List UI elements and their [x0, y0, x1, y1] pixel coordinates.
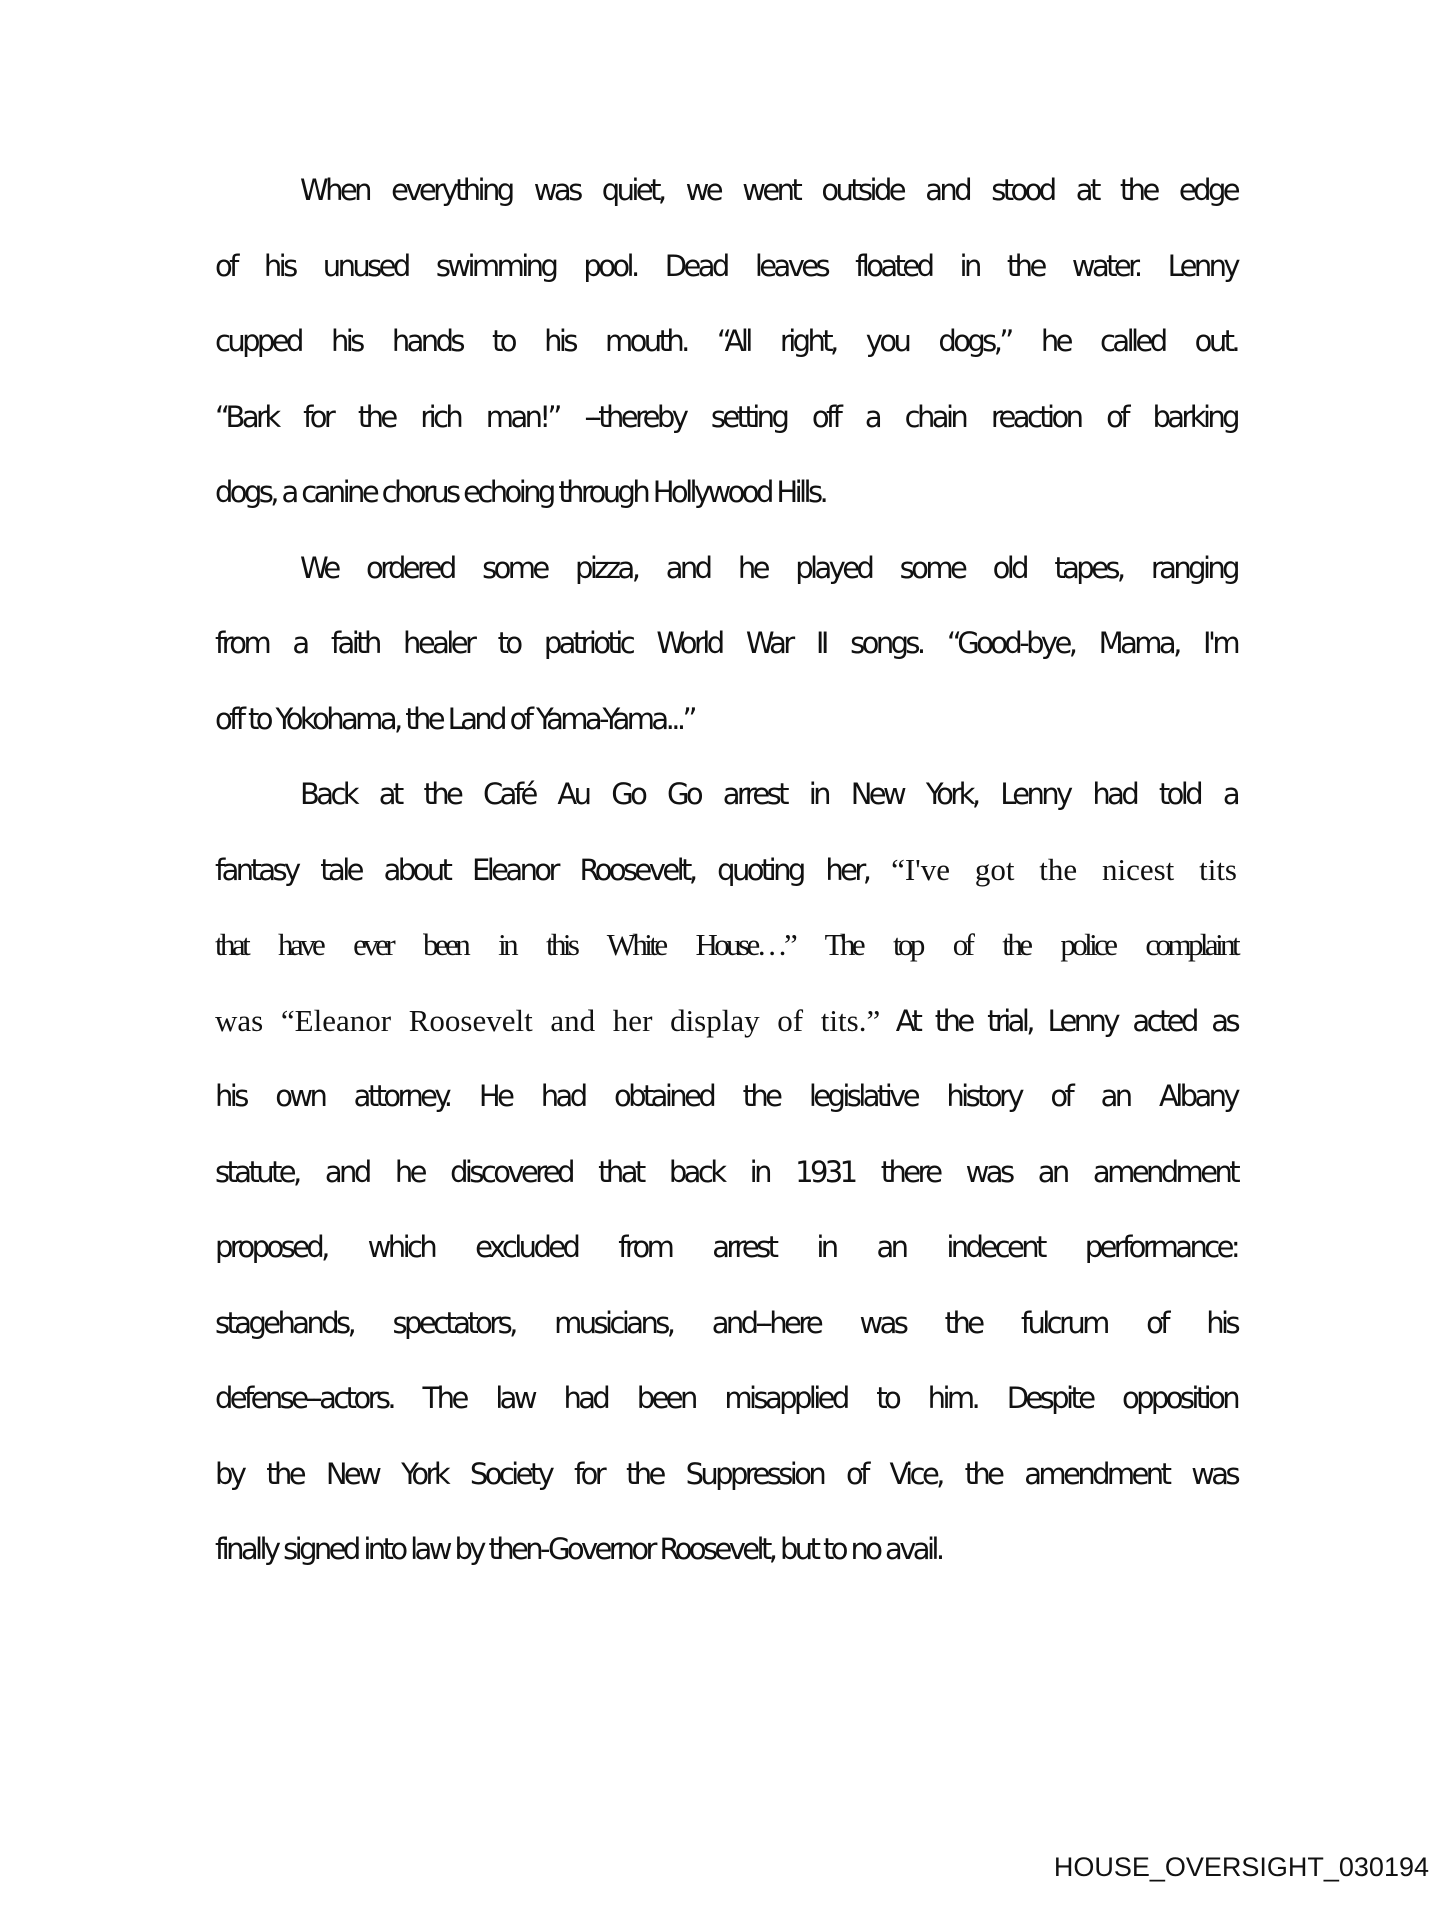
text-line: by the New York Society for the Suppression of Vice, the amendment was — [215, 1456, 1237, 1491]
paragraph — [215, 170, 1237, 548]
text-line: statute, and he discovered that back in 1931 there was an amendment — [215, 1154, 1237, 1189]
text-line: “Bark for the rich man!” --thereby setting off a chain reaction of barking — [215, 399, 1237, 434]
text-run: At the trial, Lenny acted as — [895, 1003, 1237, 1038]
text-line: from a faith healer to patriotic World War II songs. “Good-bye, Mama, I'm — [215, 626, 1237, 660]
text-line — [215, 1001, 1237, 1077]
text-line: When everything was quiet, we went outside and stood at the edge — [300, 173, 1237, 207]
paragraph — [215, 548, 1237, 775]
text-line: defense--actors. The law had been misapplied to him. Despite opposition — [215, 1381, 1237, 1415]
text-line — [215, 850, 1237, 926]
body-text — [215, 170, 1237, 1605]
paragraph — [215, 774, 1237, 1605]
text-line: finally signed into law by then-Governor Roosevelt, but to no avail. — [215, 1532, 942, 1566]
text-run-serif: “I've got the nicest tits — [891, 851, 1237, 887]
text-line: We ordered some pizza, and he played some old tapes, ranging — [300, 550, 1237, 585]
text-line: cupped his hands to his mouth. “All right, you dogs,” he called out. — [215, 324, 1237, 358]
text-line: dogs, a canine chorus echoing through Hollywood Hills. — [215, 475, 826, 509]
text-line: proposed, which excluded from arrest in an indecent performance: — [215, 1230, 1237, 1264]
text-line: Back at the Café Au Go Go arrest in New York, Lenny had told a — [300, 777, 1237, 811]
text-line: that have ever been in this White House…” The top of the police complaint — [215, 927, 1237, 962]
text-run-serif: was “Eleanor Roosevelt and her display of tits.” — [215, 1002, 881, 1038]
text-line: of his unused swimming pool. Dead leaves floated in the water. Lenny — [215, 248, 1237, 283]
text-line: his own attorney. He had obtained the legislative history of an Albany — [215, 1079, 1237, 1113]
text-run: fantasy tale about Eleanor Roosevelt, quoting her, — [215, 852, 869, 887]
text-line: stagehands, spectators, musicians, and--here was the fulcrum of his — [215, 1305, 1237, 1340]
text-line: off to Yokohama, the Land of Yama-Yama...” — [215, 701, 694, 736]
bates-number: HOUSE_OVERSIGHT_030194 — [1053, 1852, 1429, 1882]
